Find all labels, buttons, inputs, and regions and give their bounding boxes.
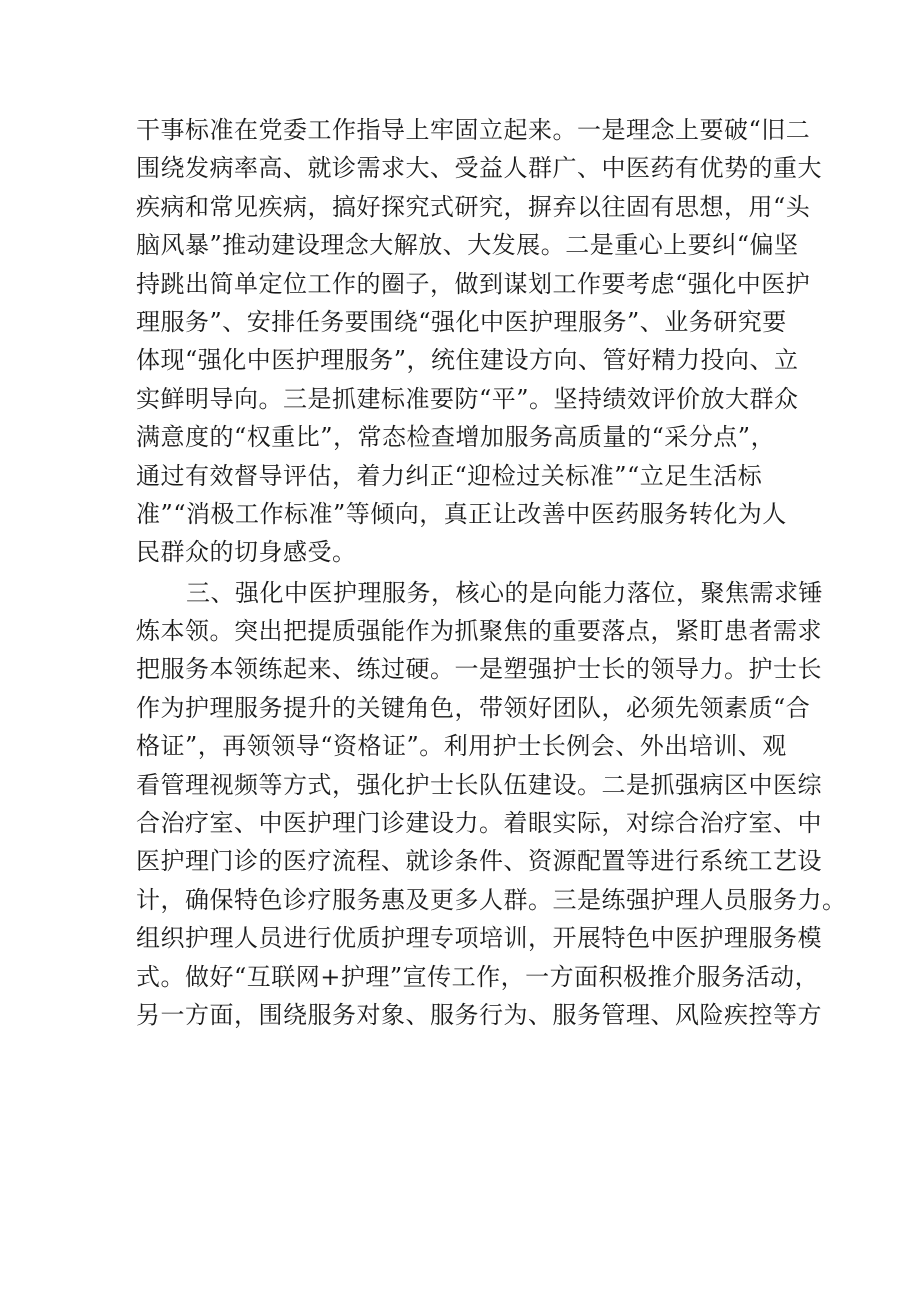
text-line: 干事标准在党委工作指导上牢固立起来。一是理念上要破“旧二 [136, 116, 811, 144]
text-line: 看管理视频等方式，强化护士长队伍建设。二是抓强病区中医综 [136, 770, 822, 799]
text-line: 实鲜明导向。三是抓建标准要防“平”。坚持绩效评价放大群众 [136, 384, 799, 413]
text-line: 另一方面，围绕服务对象、服务行为、服务管理、风险疾控等方 [136, 1000, 822, 1029]
text-line: 计，确保特色诊疗服务惠及更多人群。三是练强护理人员服务力。 [136, 885, 847, 914]
text-line: 体现“强化中医护理服务”，统住建设方向、管好精力投向、立 [136, 346, 799, 375]
text-line: 把服务本领练起来、练过硬。一是塑强护士长的领导力。护士长 [136, 655, 822, 684]
text-line: 脑风暴”推动建设理念大解放、大发展。二是重心上要纠“偏坚 [136, 231, 799, 260]
text-line: 准”“消极工作标准”等倾向，真正让改善中医药服务转化为人 [136, 499, 787, 528]
text-line: 医护理门诊的医疗流程、就诊条件、资源配置等进行系统工艺设 [136, 847, 822, 876]
text-line: 式。做好“互联网+护理”宣传工作，一方面积极推介服务活动， [136, 962, 820, 991]
text-line: 满意度的“权重比”，常态检查增加服务高质量的“采分点”， [136, 423, 776, 452]
body-text [136, 111, 847, 1034]
text-line: 民群众的切身感受。 [136, 538, 357, 567]
paragraph-start-line: 三、强化中医护理服务，核心的是向能力落位，聚焦需求锤 [186, 578, 823, 607]
text-line: 组织护理人员进行优质护理专项培训，开展特色中医护理服务模 [136, 924, 822, 953]
text-line: 合治疗室、中医护理门诊建设力。着眼实际，对综合治疗室、中 [136, 809, 822, 838]
text-line: 持跳出简单定位工作的圈子，做到谋划工作要考虑“强化中医护 [136, 269, 811, 298]
text-line: 疾病和常见疾病，搞好探究式研究，摒弃以往固有思想，用“头 [136, 192, 811, 221]
text-line: 作为护理服务提升的关键角色，带领好团队，必须先领素质“合 [136, 693, 811, 722]
text-line: 围绕发病率高、就诊需求大、受益人群广、中医药有优势的重大 [136, 154, 822, 183]
text-line: 格证”，再领领导“资格证”。利用护士长例会、外出培训、观 [136, 732, 787, 761]
text-line: 炼本领。突出把提质强能作为抓聚焦的重要落点，紧盯患者需求 [136, 617, 822, 646]
text-line: 通过有效督导评估，着力纠正“迎检过关标准”“立足生活标 [136, 461, 763, 490]
text-line: 理服务”、安排任务要围绕“强化中医护理服务”、业务研究要 [136, 307, 787, 336]
